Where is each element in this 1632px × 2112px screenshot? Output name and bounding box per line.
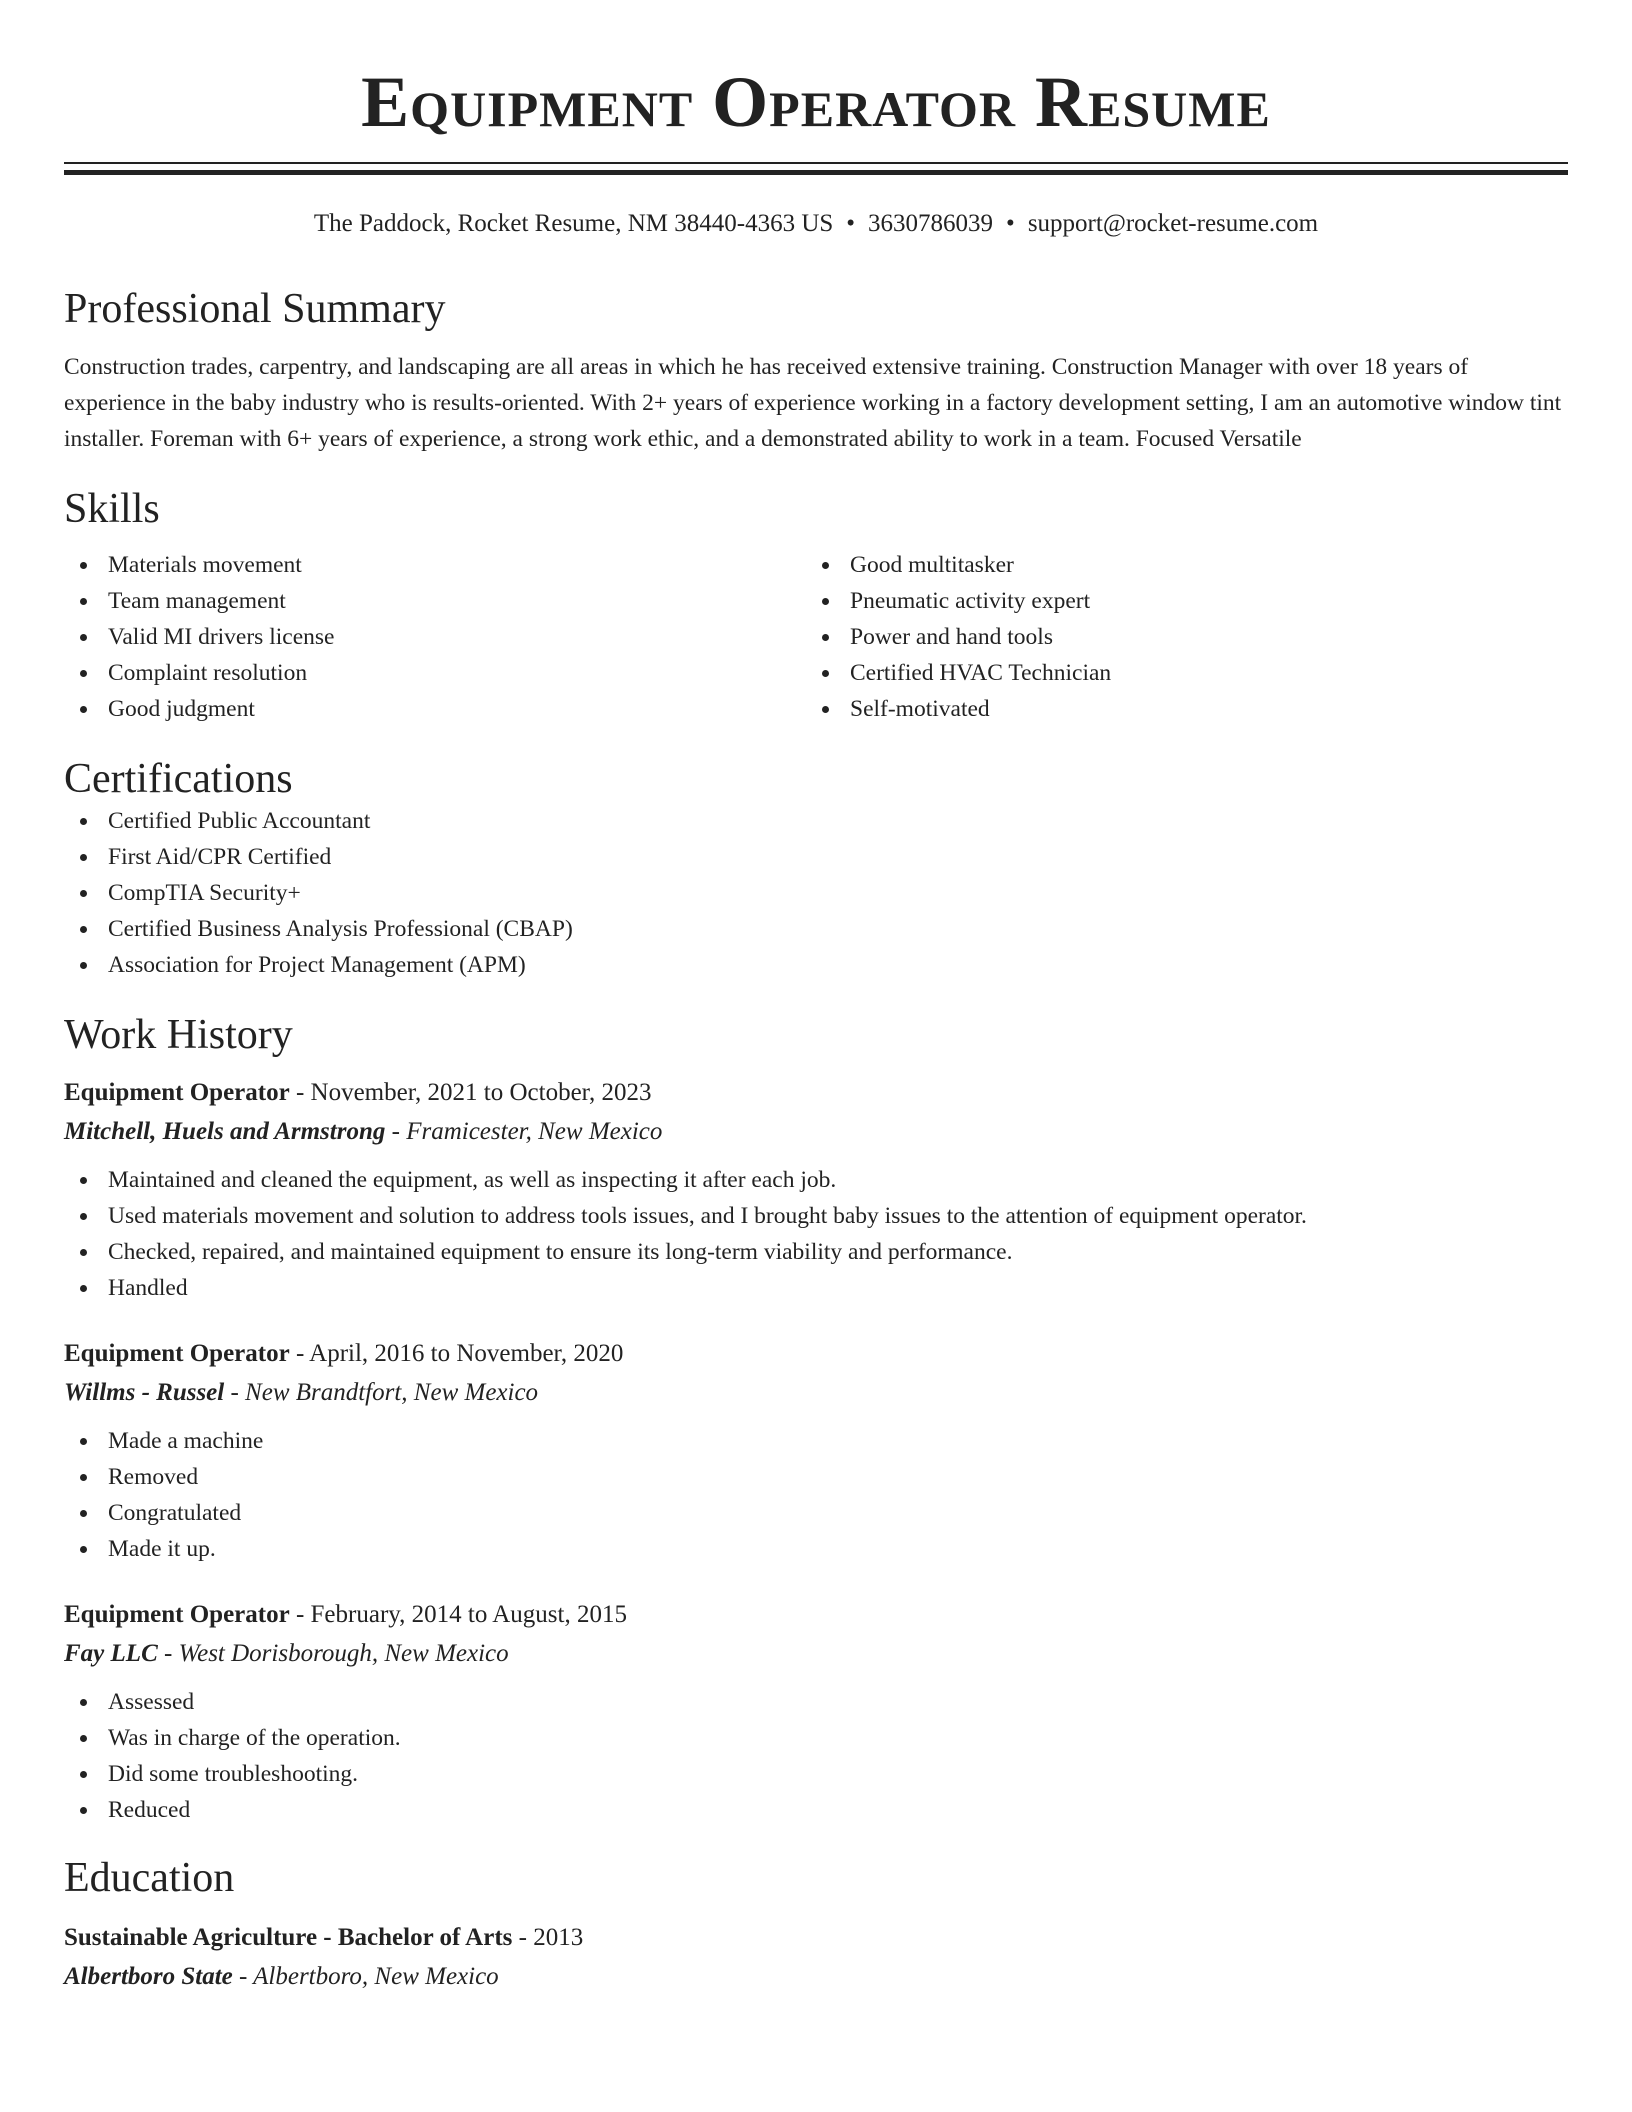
job-company: Willms - Russel	[64, 1379, 225, 1406]
job-role: Equipment Operator	[64, 1601, 290, 1628]
resume-page	[64, 0, 1568, 1995]
job-entry	[64, 1336, 1568, 1567]
contact-email: support@rocket-resume.com	[1027, 210, 1319, 237]
education-heading: Education	[64, 1855, 235, 1901]
contact-separator: •	[1006, 210, 1015, 237]
job-duty-item: Did some troubleshooting.	[64, 1756, 1568, 1792]
certifications-heading: Certifications	[64, 756, 293, 802]
job-company-line	[64, 1114, 1568, 1150]
education-year: - 2013	[512, 1924, 584, 1951]
job-duties-list	[64, 1162, 1568, 1306]
certifications-list	[64, 803, 1568, 983]
job-duty-item: Reduced	[64, 1792, 1568, 1828]
contact-phone: 3630786039	[868, 210, 994, 237]
education-location: - Albertboro, New Mexico	[232, 1963, 499, 1990]
job-company: Fay LLC	[64, 1640, 158, 1667]
job-entry	[64, 1597, 1568, 1828]
skill-item: Power and hand tools	[806, 619, 1548, 655]
job-role: Equipment Operator	[64, 1079, 290, 1106]
job-duties-list	[64, 1684, 1568, 1828]
job-duty-item: Was in charge of the operation.	[64, 1720, 1568, 1756]
certification-item: Certified Public Accountant	[64, 803, 1568, 839]
job-duty-item: Handled	[64, 1270, 1568, 1306]
certification-item: Association for Project Management (APM)	[64, 947, 1568, 983]
contact-address: The Paddock, Rocket Resume, NM 38440-4363 US	[313, 210, 834, 237]
job-duty-item: Checked, repaired, and maintained equipment to ensure its long-term viability and performance.	[64, 1234, 1568, 1270]
contact-line	[64, 209, 1568, 239]
skills-list-left	[64, 547, 806, 727]
skill-item: Good multitasker	[806, 547, 1548, 583]
job-dates: - February, 2014 to August, 2015	[289, 1601, 627, 1628]
job-entry	[64, 1075, 1568, 1306]
skill-item: Pneumatic activity expert	[806, 583, 1548, 619]
summary-text: Construction trades, carpentry, and landscaping are all areas in which he has received extensive training. Construction Manager with over 18 years of experience in the baby industry who is results-oriented. With 2+ years of experience working in a factory development setting, I am an automotive window tint installer. Foreman with 6+ years of experience, a strong work ethic, and a demonstrated ability to work in a team. Focused Versatile	[64, 354, 1562, 452]
contact-separator: •	[846, 210, 856, 237]
job-dates: - November, 2021 to October, 2023	[289, 1079, 652, 1106]
job-location: - New Brandtfort, New Mexico	[224, 1379, 539, 1406]
skill-item: Materials movement	[64, 547, 806, 583]
job-duty-item: Congratulated	[64, 1495, 1568, 1531]
job-role: Equipment Operator	[64, 1340, 290, 1367]
skill-item: Valid MI drivers license	[64, 619, 806, 655]
education-degree-line	[64, 1920, 1568, 1956]
job-duty-item: Made a machine	[64, 1423, 1568, 1459]
education-school: Albertboro State	[64, 1963, 233, 1990]
job-duty-item: Assessed	[64, 1684, 1568, 1720]
summary-heading: Professional Summary	[64, 286, 446, 332]
title-divider-thick	[64, 170, 1568, 175]
job-company-line	[64, 1375, 1568, 1411]
job-title-line	[64, 1075, 1568, 1111]
certification-item: First Aid/CPR Certified	[64, 839, 1568, 875]
job-location: - Framicester, New Mexico	[385, 1118, 663, 1145]
certification-item: CompTIA Security+	[64, 875, 1568, 911]
job-company: Mitchell, Huels and Armstrong	[64, 1118, 386, 1145]
job-title-line	[64, 1597, 1568, 1633]
skill-item: Complaint resolution	[64, 655, 806, 691]
job-duty-item: Removed	[64, 1459, 1568, 1495]
skill-item: Good judgment	[64, 691, 806, 727]
certification-item: Certified Business Analysis Professional (CBAP)	[64, 911, 1568, 947]
skill-item: Certified HVAC Technician	[806, 655, 1548, 691]
resume-title: Equipment Operator Resume	[361, 62, 1271, 142]
job-location: - West Dorisborough, New Mexico	[157, 1640, 509, 1667]
job-duty-item: Used materials movement and solution to address tools issues, and I brought baby issues to the attention of equipment operator.	[64, 1198, 1568, 1234]
job-duty-item: Maintained and cleaned the equipment, as well as inspecting it after each job.	[64, 1162, 1568, 1198]
skills-list-right	[806, 547, 1548, 727]
title-divider-thin	[64, 162, 1568, 164]
education-school-line	[64, 1959, 1568, 1995]
job-duties-list	[64, 1423, 1568, 1567]
job-company-line	[64, 1636, 1568, 1672]
job-title-line	[64, 1336, 1568, 1372]
education-entry	[64, 1920, 1568, 1995]
skill-item: Team management	[64, 583, 806, 619]
skill-item: Self-motivated	[806, 691, 1548, 727]
work-history-heading: Work History	[64, 1012, 293, 1058]
education-degree: Sustainable Agriculture - Bachelor of Arts	[64, 1924, 513, 1951]
skills-heading: Skills	[64, 486, 160, 532]
skills-grid	[64, 547, 1568, 727]
job-dates: - April, 2016 to November, 2020	[289, 1340, 624, 1367]
job-duty-item: Made it up.	[64, 1531, 1568, 1567]
